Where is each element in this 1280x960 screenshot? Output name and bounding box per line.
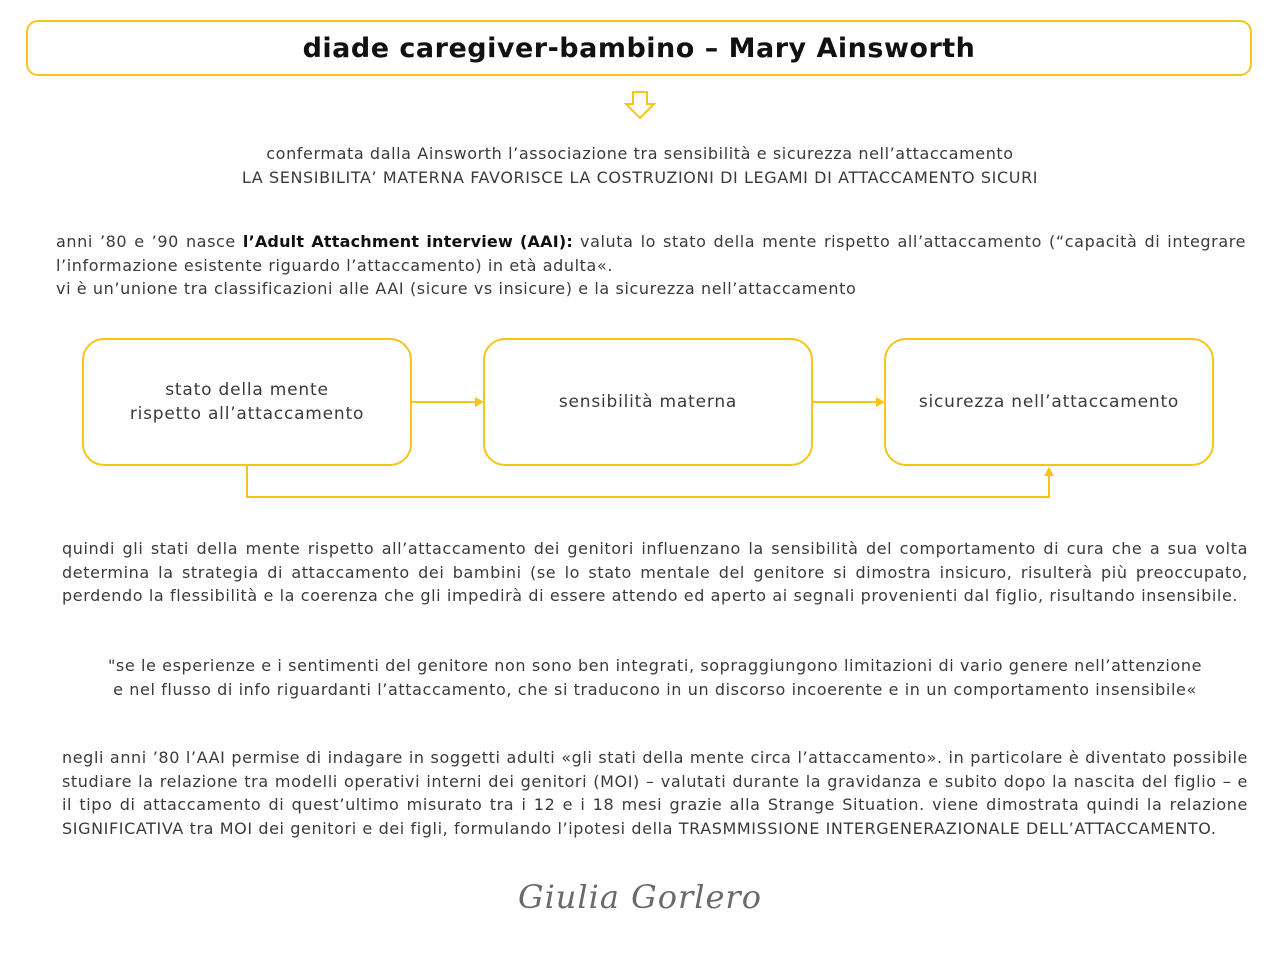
arrow-box1-to-box3-bottom [247,466,1054,497]
page-title: diade caregiver-bambino – Mary Ainsworth [302,32,976,64]
arrow-down-icon [623,88,657,122]
intro-line-1: confermata dalla Ainsworth l’associazione tra sensibilità e sicurezza nell’attaccamento [266,144,1014,163]
flow-box-attachment-security [884,338,1214,466]
intro-text [140,142,1140,189]
aai-prefix: anni ’80 e ’90 nasce [56,232,243,251]
title-box [26,20,1252,76]
aai-paragraph [56,230,1246,301]
paragraph-quindi: quindi gli stati della mente rispetto all’attaccamento dei genitori influenzano la sensibilità del comportamento di cura che a sua volta determina la strategia di attaccamento dei bambini (se lo stato mentale del genitore si dimostra insicuro, risulterà più preoccupato, perdendo la flessibilità e la coerenza che gli impedirà di essere attendo ed aperto ai segnali provenienti dal figlio, risultando insensibile. [62,539,1248,605]
flow-box-mental-state [82,338,412,466]
aai-description: valuta lo stato della mente rispetto all’attaccamento (“capacità di integrare l’informazione esistente riguardo l’attaccamento) in età adulta«. [56,232,1247,275]
aai-line-2: vi è un’unione tra classificazioni alle AAI (sicure vs insicure) e la sicurezza nell’attaccamento [56,279,857,298]
author-signature: Giulia Gorlero [518,878,762,916]
arrow-box2-to-box3 [813,397,885,407]
flow-box-1-line-1: stato della mente [165,380,329,400]
intro-line-2: LA SENSIBILITA’ MATERNA FAVORISCE LA COSTRUZIONI DI LEGAMI DI ATTACCAMENTO SICURI [241,167,1039,187]
flow-box-3-label: sicurezza nell’attaccamento [918,392,1180,412]
arrow-box1-to-box2 [412,397,484,407]
flow-box-1-line-2: rispetto all’attaccamento [129,404,365,424]
quote-paragraph: "se le esperienze e i sentimenti del genitore non sono ben integrati, sopraggiungono limitazioni di vario genere nell’attenzione e nel flusso di info riguardanti l’attaccamento, che si traducono in un discorso incoerente e in un comportamento insensibile« [107,656,1203,699]
flow-box-maternal-sensitivity [483,338,813,466]
aai-term: l’Adult Attachment interview (AAI): [242,232,573,251]
flow-box-2-label: sensibilità materna [558,392,738,412]
paragraph-anni80: negli anni ’80 l’AAI permise di indagare in soggetti adulti «gli stati della mente circa l’attaccamento». in particolare è diventato possibile studiare la relazione tra modelli operativi interni dei genitori (MOI) – valutati durante la gravidanza e subito dopo la nascita del figlio – e il tipo di attaccamento di quest’ultimo misurato tra i 12 e i 18 mesi grazie alla Strange Situation. viene dimostrata quindi la relazione SIGNIFICATIVA tra MOI dei genitori e dei figli, formulando l’ipotesi della TRASMMISSIONE INTERGENERAZIONALE DELL’ATTACCAMENTO. [62,748,1248,838]
